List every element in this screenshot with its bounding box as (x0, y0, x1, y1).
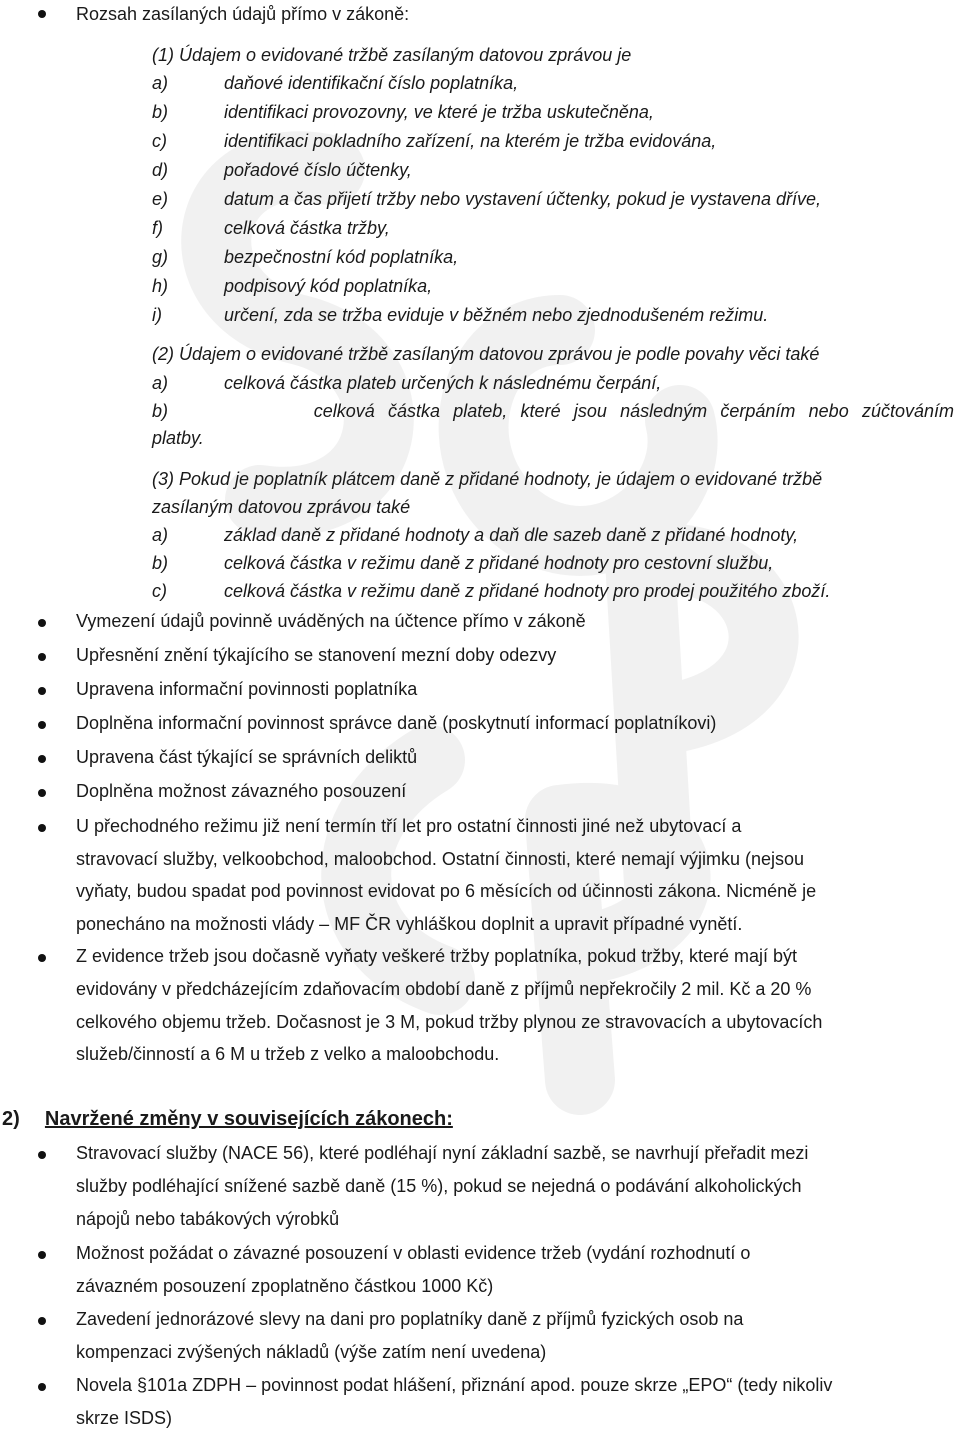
para2-item-b-line2: platby. (152, 428, 204, 448)
para1-item-text: identifikaci pokladního zařízení, na kterém je tržba evidována, (224, 131, 717, 151)
transition-line-1: U přechodného režimu již není termín tří let pro ostatní činnosti jiné než ubytovací a (76, 816, 742, 836)
para1-item-text: identifikaci provozovny, ve které je tržba uskutečněna, (224, 102, 654, 122)
bullet-dot (38, 789, 46, 797)
section-2-title: Navržené změny v souvisejících zákonech: (44, 1108, 453, 1130)
para1-item-text: daňové identifikační číslo poplatníka, (224, 73, 519, 93)
para3-item-text: celková částka v režimu daně z přidané hodnoty pro cestovní službu, (224, 553, 774, 573)
bullet-item-line: nápojů nebo tabákových výrobků (76, 1209, 340, 1229)
bullet-item: Vymezení údajů povinně uváděných na účtence přímo v zákoně (76, 611, 586, 631)
bullet-item: Upřesnění znění týkajícího se stanovení mezní doby odezvy (76, 645, 557, 665)
exempt-line-1: Z evidence tržeb jsou dočasně vyňaty veškeré tržby poplatníka, pokud tržby, které mají být (76, 946, 798, 966)
para1-item-label: c) (152, 131, 167, 151)
para2-item-b-line1: b) celková částka plateb, které jsou následným čerpáním nebo zúčtováním (152, 401, 954, 421)
exempt-line-2: evidovány v předcházejícím zdaňovacím období daně z příjmů nepřekročily 2 mil. Kč a 20 % (76, 979, 812, 999)
para1-item-label: i) (152, 305, 162, 325)
para3-lead-line2: zasílaným datovou zprávou také (152, 497, 411, 517)
bullet-dot (38, 653, 46, 661)
bullet-dot (38, 1317, 46, 1325)
para1-item-text: pořadové číslo účtenky, (224, 160, 412, 180)
para1-item-label: h) (152, 276, 169, 296)
exempt-line-4: služeb/činností a 6 M u tržeb z velko a maloobchodu. (76, 1044, 500, 1064)
bullet-dot (38, 721, 46, 729)
para1-item-text: bezpečnostní kód poplatníka, (224, 247, 459, 267)
para3-item-label: c) (152, 581, 167, 601)
bullet-item-line: Stravovací služby (NACE 56), které podléhají nyní základní sazbě, se navrhují přeřadit mezi (76, 1143, 809, 1163)
transition-line-2: stravovací služby, velkoobchod, maloobchod. Ostatní činnosti, které nemají výjimku (nejsou (76, 849, 805, 869)
bullet-dot (38, 954, 46, 962)
bullet-item: Doplněna informační povinnost správce daně (poskytnutí informací poplatníkovi) (76, 713, 717, 733)
bullet-dot (38, 1251, 46, 1259)
para1-item-label: a) (152, 73, 169, 93)
para3-item-label: b) (152, 553, 169, 573)
para3-lead-line1: (3) Pokud je poplatník plátcem daně z přidané hodnoty, je údajem o evidované tržbě (152, 469, 823, 489)
bullet-item-line: Zavedení jednorázové slevy na dani pro poplatníky daně z příjmů fyzických osob na (76, 1309, 744, 1329)
para2-item-a-label: a) (152, 373, 169, 393)
section-2-number: 2) (2, 1108, 20, 1130)
bullet-dot (38, 1151, 46, 1159)
bullet-dot (38, 619, 46, 627)
para2-lead: (2) Údajem o evidované tržbě zasílaným datovou zprávou je podle povahy věci také (152, 344, 820, 364)
bullet-dot (38, 1383, 46, 1391)
para1-item-text: datum a čas přijetí tržby nebo vystavení účtenky, pokud je vystavena dříve, (224, 189, 821, 209)
para3-item-text: základ daně z přidané hodnoty a daň dle sazeb daně z přidané hodnoty, (224, 525, 799, 545)
bullet-item: Upravena informační povinnosti poplatníka (76, 679, 418, 699)
transition-line-3: vyňaty, budou spadat pod povinnost evidovat po 6 měsících od účinnosti zákona. Nicméně je (76, 881, 817, 901)
para3-item-text: celková částka v režimu daně z přidané hodnoty pro prodej použitého zboží. (224, 581, 831, 601)
para1-item-text: podpisový kód poplatníka, (224, 276, 433, 296)
bullet-item-line: skrze ISDS) (76, 1408, 173, 1428)
para1-item-label: b) (152, 102, 169, 122)
bullet-item-line: závazném posouzení zpoplatněno částkou 1000 Kč) (76, 1276, 494, 1296)
bullet-dot (38, 824, 46, 832)
para3-item-label: a) (152, 525, 169, 545)
para1-item-label: d) (152, 160, 169, 180)
exempt-line-3: celkového objemu tržeb. Dočasnost je 3 M, pokud tržby plynou ze stravovacích a ubytovacích (76, 1012, 823, 1032)
bullet-dot (38, 687, 46, 695)
transition-line-4: ponecháno na možnosti vlády – MF ČR vyhláškou doplnit a upravit případné vynětí. (76, 914, 743, 934)
intro-bullet-text: Rozsah zasílaných údajů přímo v zákoně: (76, 4, 410, 24)
para1-item-label: e) (152, 189, 169, 209)
para1-item-label: f) (152, 218, 163, 238)
para1-item-text: určení, zda se tržba eviduje v běžném nebo zjednodušeném režimu. (224, 305, 769, 325)
para2-item-a-text: celková částka plateb určených k následnému čerpání, (224, 373, 662, 393)
bullet-item: Doplněna možnost závazného posouzení (76, 781, 407, 801)
para1-lead: (1) Údajem o evidované tržbě zasílaným datovou zprávou je (152, 45, 632, 65)
para1-item-text: celková částka tržby, (224, 218, 390, 238)
bullet-item-line: služby podléhající snížené sazbě daně (15 %), pokud se nejedná o podávání alkoholických (76, 1176, 802, 1196)
bullet-item-line: Možnost požádat o závazné posouzení v oblasti evidence tržeb (vydání rozhodnutí o (76, 1243, 751, 1263)
bullet-dot (38, 10, 46, 18)
bullet-item-line: Novela §101a ZDPH – povinnost podat hlášení, přiznání apod. pouze skrze „EPO“ (tedy nikoliv (76, 1375, 833, 1395)
section-2-heading (2, 1107, 453, 1131)
bullet-item-line: kompenzaci zvýšených nákladů (výše zatím není uvedena) (76, 1342, 547, 1362)
para1-item-label: g) (152, 247, 169, 267)
bullet-dot (38, 755, 46, 763)
bullet-item: Upravena část týkající se správních deliktů (76, 747, 418, 767)
